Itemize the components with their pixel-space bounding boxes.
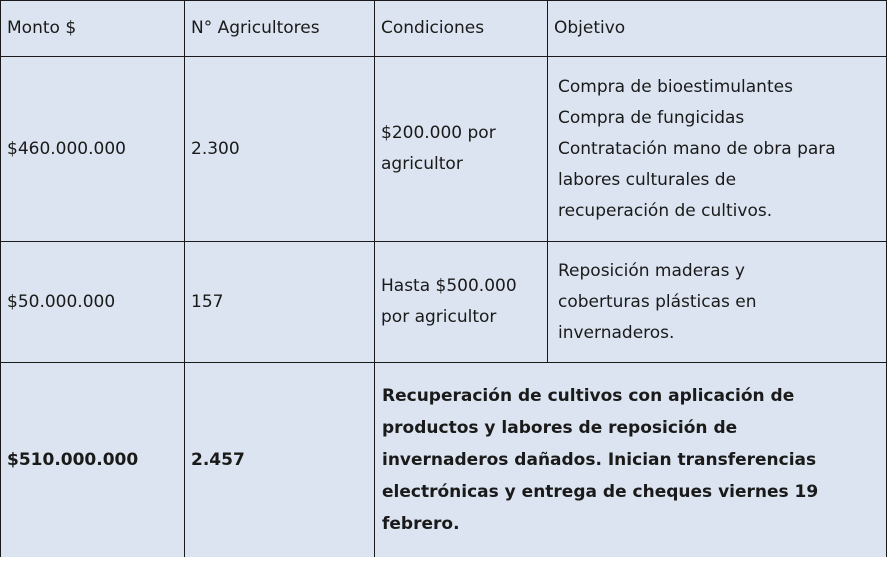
header-agricultores: N° Agricultores [185,1,375,57]
resumen-line: productos y labores de reposición de [382,418,738,438]
table-row [1,242,887,363]
objetivo-line: Compra de fungicidas [558,107,745,128]
resumen-line: electrónicas y entrega de cheques viernes 19 [382,482,819,502]
resumen-line: febrero. [382,514,460,534]
objetivo-line: Compra de bioestimulantes [558,76,793,97]
cell-agricultores: 157 [185,242,375,363]
condiciones-line: por agricultor [381,307,497,327]
header-monto: Monto $ [1,1,185,57]
objetivo-line: labores culturales de [558,169,737,190]
cell-monto: $50.000.000 [1,242,185,363]
total-resumen [375,363,887,558]
objetivo-line: recuperación de cultivos. [558,200,773,221]
condiciones-line: agricultor [381,154,463,174]
header-objetivo: Objetivo [548,1,887,57]
resumen-line: Recuperación de cultivos con aplicación de [382,386,795,406]
objetivo-line: Contratación mano de obra para [558,138,836,159]
cell-objetivo [548,57,887,242]
objetivo-line: coberturas plásticas en [558,291,757,312]
objetivo-line: Reposición maderas y [558,260,745,281]
condiciones-line: $200.000 por [381,123,496,143]
table-row [1,57,887,242]
table-header-row [1,1,887,57]
total-monto: $510.000.000 [1,363,185,558]
cell-monto: $460.000.000 [1,57,185,242]
objetivo-line: invernaderos. [558,322,675,343]
table-total-row [1,363,887,558]
cell-objetivo [548,242,887,363]
cell-agricultores: 2.300 [185,57,375,242]
cell-condiciones [375,242,548,363]
cell-condiciones [375,57,548,242]
resumen-line: invernaderos dañados. Inician transferencias [382,450,817,470]
condiciones-line: Hasta $500.000 [381,276,517,296]
total-agricultores: 2.457 [185,363,375,558]
header-condiciones: Condiciones [375,1,548,57]
